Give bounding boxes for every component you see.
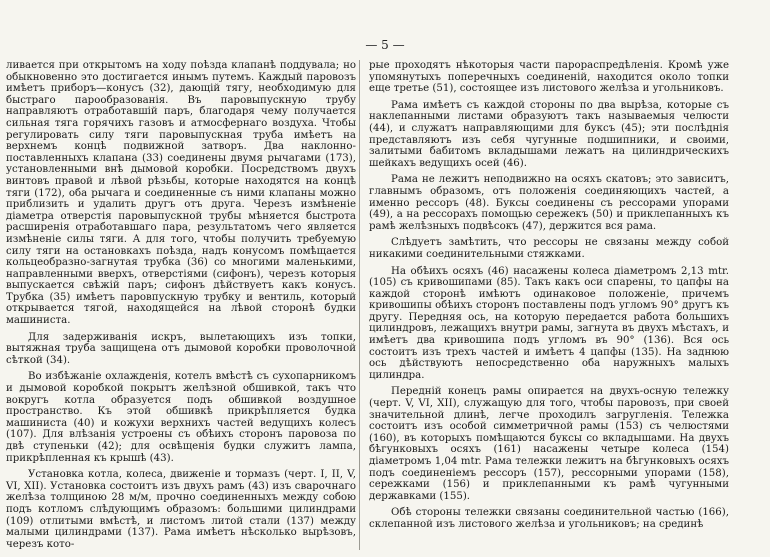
paragraph: Рама имѣетъ съ каждой стороны по два вырѣза, которые съ наклепанными листами образуютъ такъ называемыя челюсти (44), и служатъ направляющими для буксъ (45); эти послѣднія представляютъ изъ себя чугунные подшипники, и своими, залитыми бабитомъ вкладышами лежатъ на цилиндрическихъ шейкахъ ведущихъ осей (46). bbox=[369, 99, 729, 169]
paragraph: Во избѣжаніе охлажденія, котелъ вмѣстѣ съ сухопарникомъ и дымовой коробкой покрытъ желѣзной обшивкой, такъ что вокругъ котла образуется подъ обшивкой воздушное пространство. Къ этой обшивкѣ прикрѣпляется будка машиниста (40) и кожухи верхнихъ частей ведущихъ колесъ (107). Для влѣзанія устроены съ обѣихъ сторонъ паровоза по двѣ ступеньки (42); для освѣщенія будки служитъ лампа, прикрѣпленная къ крышѣ (43). bbox=[6, 371, 356, 464]
column-divider bbox=[359, 60, 360, 550]
paragraph: Установка котла, колеса, движеніе и тормазъ (черт. I, II, V, VI, XII). Установка состоитъ изъ двухъ рамъ (43) изъ сварочнаго желѣза толщиною 28 м/м, прочно соединенныхъ между собою подъ котломъ слѣдующимъ образомъ: большими цилиндрами (109) отлитыми вмѣстѣ, и листомъ литой стали (137) между малыми цилиндрами (137). Рама имѣетъ нѣсколько вырѣзовъ, черезъ кото- bbox=[6, 469, 356, 550]
paragraph: Слѣдуетъ замѣтить, что рессоры не связаны между собой никакими соединительными стяжками. bbox=[369, 237, 729, 260]
page-number: — 5 — bbox=[365, 38, 405, 52]
paragraph: Для задерживанія искръ, вылетающихъ изъ топки, вытяжная труба защищена отъ дымовой коробки проволочной сѣткой (34). bbox=[6, 331, 356, 366]
paragraph: рые проходятъ нѣкоторыя части парораспредѣленія. Кромѣ уже упомянутыхъ поперечныхъ соединеній, находится около топки еще третье (51), состоящее изъ листового желѣза и угольниковъ. bbox=[369, 60, 729, 95]
left-column bbox=[6, 60, 356, 555]
paragraph: Передній конецъ рамы опирается на двухъ-осную тележку (черт. V, VI, XII), служащую для того, чтобы паровозъ, при своей значительной длинѣ, легче проходилъ загругленія. Тележка состоитъ изъ особой симметричной рамы (153) съ челюстями (160), въ которыхъ помѣщаются буксы со вкладышами. На двухъ бѣгунковыхъ осяхъ (161) насажены четыре колеса (154) діаметромъ 1,04 mtr. Рама тележки лежитъ на бѣгунковыхъ осяхъ подъ соединеніемъ рессоръ (157), рессорными упорами (158), сережками (156) и приклепанными къ рамѣ чугунными державками (155). bbox=[369, 386, 729, 502]
paragraph: На обѣихъ осяхъ (46) насажены колеса діаметромъ 2,13 mtr. (105) съ кривошипами (85). Такъ какъ оси спарены, то цапфы на каждой сторонѣ имѣютъ одинаковое положеніе, причемъ кривошипы обѣихъ сторонъ поставлены подъ угломъ 90° другъ къ другу. Передняя ось, на которую передается работа большихъ цилиндровъ, лежащихъ внутри рамы, загнута въ двухъ мѣстахъ, и имѣетъ два кривошипа подъ угломъ въ 90° (136). Вся ось состоитъ изъ трехъ частей и имѣетъ 4 цапфы (135). На заднюю ось дѣйствуютъ непосредственно оба наружныхъ малыхъ цилиндра. bbox=[369, 265, 729, 381]
paragraph: Рама не лежитъ неподвижно на осяхъ скатовъ; это зависитъ, главнымъ образомъ, отъ положенія соединяющихъ частей, а именно рессоръ (48). Буксы соединены съ рессорами упорами (49), а на рессорахъ помощью сережекъ (50) и приклепанныхъ къ рамѣ желѣзныхъ подвѣсокъ (47), держится вся рама. bbox=[369, 174, 729, 232]
paragraph: ливается при открытомъ на ходу поѣзда клапанѣ поддувала; но обыкновенно это достигается инымъ путемъ. Каждый паровозъ имѣетъ приборъ—конусъ (32), дающій тягу, необходимую для быстраго парообразованія. Въ паровыпускную трубу направляютъ отработавшій паръ, благодаря чему получается сильная тяга горячихъ газовъ и атмосфернаго воздуха. Чтобы регулировать силу тяги паровыпускная труба имѣетъ на верхнемъ концѣ подвижной затворъ. Два наклонно-поставленныхъ клапана (33) соединены двумя рычагами (173), установленными внѣ дымовой коробки. Посредствомъ двухъ винтовъ правой и лѣвой рѣзьбы, которые находятся на концѣ тяги (172), оба рычага и соединенные съ ними клапаны можно приблизить и удалить другъ отъ друга. Черезъ измѣненіе діаметра отверстія паровыпускной трубы мѣняется быстрота расширенія отработавшаго пара, результатомъ чего является измѣненіе силы тяги. А для того, чтобы получить требуемую силу тяги на остановкахъ поѣзда, надъ конусомъ помѣщается кольцеобразно-загнутая трубка (36) со многими маленькими, направленными вверхъ, отверстіями (сифонъ), черезъ которыя выпускается свѣжій паръ; сифонъ дѣйствуетъ какъ конусъ. Трубка (35) имѣетъ паровпускную трубку и вентиль, который открывается тягой, находящейся на лѣвой сторонѣ будки машиниста. bbox=[6, 60, 356, 327]
paragraph: Обѣ стороны тележки связаны соединительной частью (166), склепанной изъ листового желѣза и угольниковъ; на срединѣ bbox=[369, 507, 729, 530]
right-column bbox=[369, 60, 729, 536]
